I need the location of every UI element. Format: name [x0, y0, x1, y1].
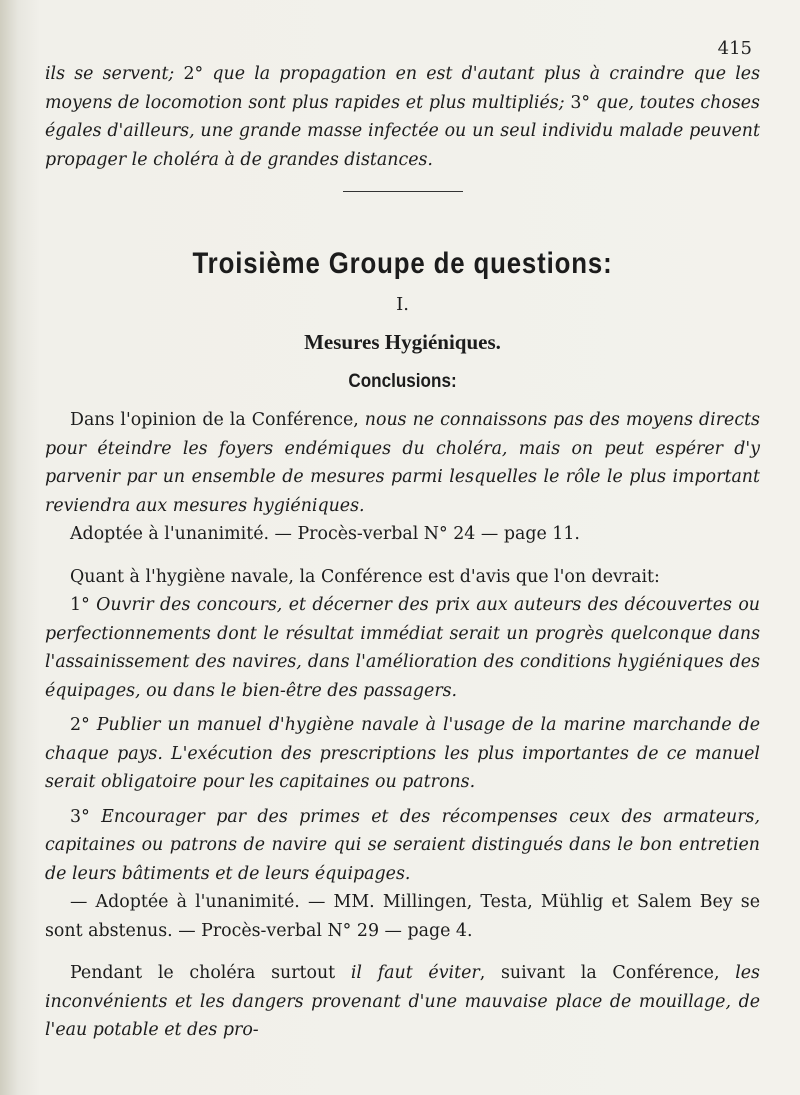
adoption-note-1: Adoptée à l'unanimité. — Procès-verbal N° 24 — page 11. — [70, 524, 580, 544]
group-title: Troisième Groupe de questions: — [192, 247, 613, 280]
cholera-mid: , suivant la Conférence, — [479, 963, 736, 983]
cholera-lead: Pendant le choléra surtout — [70, 963, 351, 983]
list-item-3-number: 3° — [70, 806, 102, 827]
opening-paragraph — [45, 60, 760, 174]
conclusions-title: Conclusions: — [348, 371, 457, 392]
section-divider — [343, 191, 463, 192]
opening-text-3: que, toutes choses égales d'ailleurs, une grande masse infectée ou un seul individu malade peuvent propager le choléra à de grandes distances. — [45, 92, 760, 170]
opening-num-2: 2° — [183, 64, 213, 84]
page-number: 415 — [717, 38, 752, 59]
cholera-italic-1: il faut éviter — [350, 963, 480, 983]
opening-text-2: que la propagation en est d'autant plus à craindre que les moyens de locomotion sont plus rapides et plus multipliés; — [45, 64, 760, 113]
list-item-2-number: 2° — [70, 715, 97, 735]
adoption-note-2: — Adoptée à l'unanimité. — MM. Millingen, Testa, Mühlig et Salem Bey se sont abstenus. — Procès-verbal N° 29 — page 4. — [45, 892, 760, 941]
opening-num-3: 3° — [570, 92, 596, 113]
conclusion-paragraph — [45, 406, 760, 520]
page-content — [45, 60, 760, 1045]
list-item-1 — [45, 591, 760, 705]
section-number: I. — [396, 294, 409, 315]
conclusion-lead: Dans l'opinion de la Conférence, — [70, 410, 365, 430]
list-item-2 — [45, 711, 760, 797]
conclusion-italic: nous ne connaissons pas des moyens directs pour éteindre les foyers endémiques du choléra, mais on peut espérer d'y parvenir par un ensemble de mesures parmi lesquelles le rôle le plus important reviendra aux mesures hygiéniques. — [45, 410, 760, 516]
cholera-paragraph — [45, 959, 760, 1045]
section-title: Mesures Hygiéniques. — [304, 330, 501, 354]
list-item-1-text: Ouvrir des concours, et décerner des prix aux auteurs des découvertes ou perfectionnements dont le résultat immédiat serait un progrès quelconque dans l'assainissement des navires, dans l'amélioration des conditions hygiéniques des équipages, ou dans le bien-être des passagers. — [45, 595, 760, 701]
list-item-3-text: Encourager par des primes et des récompenses ceux des armateurs, capitaines ou patrons de navire qui se seraient distingués dans le bon entretien de leurs bâtiments et de leurs équipages. — [45, 806, 760, 884]
naval-hygiene-intro: Quant à l'hygiène navale, la Conférence est d'avis que l'on devrait: — [70, 566, 660, 587]
list-item-2-text: Publier un manuel d'hygiène navale à l'usage de la marine marchande de chaque pays. L'exécution des prescriptions les plus importantes de ce manuel serait obligatoire pour les capitaines ou patrons. — [45, 715, 760, 792]
cholera-italic-2: les inconvénients et les dangers provenant d'une mauvaise place de mouillage, de l'eau potable et des pro- — [45, 963, 760, 1040]
list-item-1-number: 1° — [70, 595, 97, 615]
opening-text-1: ils se servent; — [45, 64, 184, 84]
list-item-3 — [45, 803, 760, 889]
